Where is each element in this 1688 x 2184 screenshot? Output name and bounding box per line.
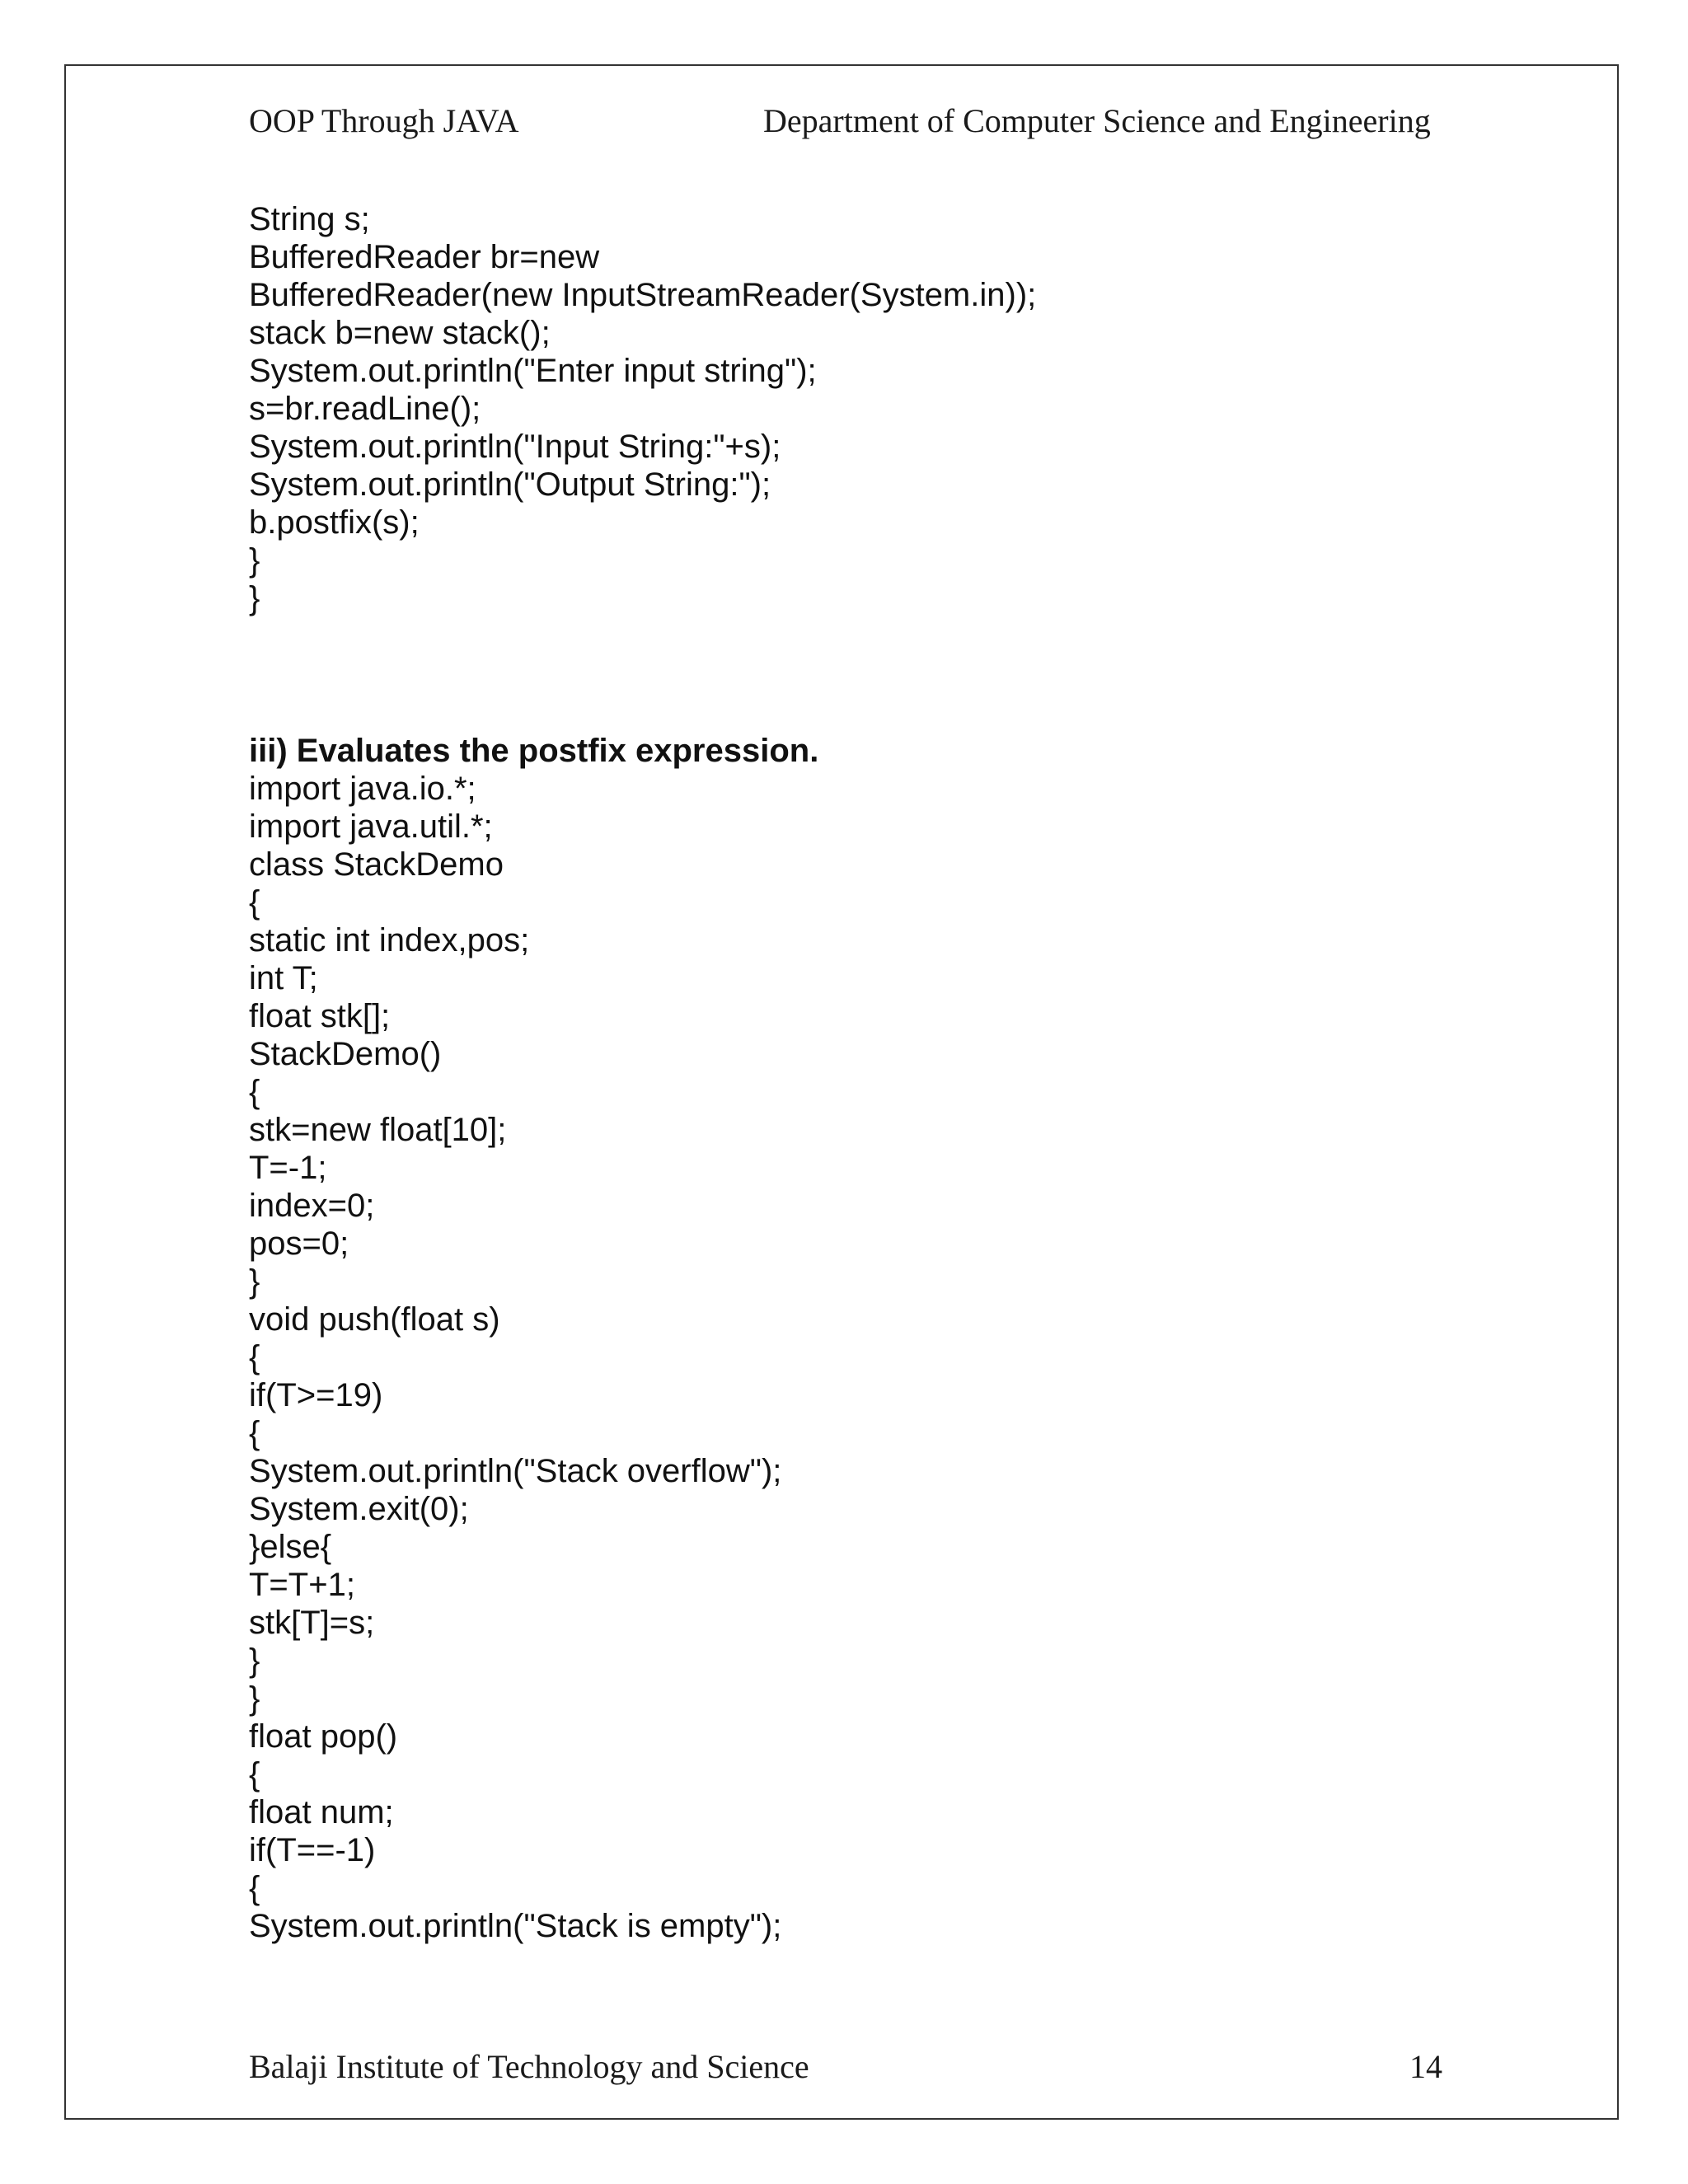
code-line: { bbox=[249, 1870, 260, 1906]
code-line: static int index,pos; bbox=[249, 922, 530, 958]
code-line: stk[T]=s; bbox=[249, 1605, 375, 1641]
code-line: if(T>=19) bbox=[249, 1377, 383, 1413]
code-line: } bbox=[249, 1643, 260, 1679]
code-line: import java.io.*; bbox=[249, 771, 476, 807]
code-line: float num; bbox=[249, 1794, 394, 1830]
code-line: float pop() bbox=[249, 1718, 398, 1755]
code-line: } bbox=[249, 1680, 260, 1717]
code-line: pos=0; bbox=[249, 1226, 349, 1262]
code-line: System.out.println("Input String:"+s); bbox=[249, 429, 781, 465]
code-line: System.out.println("Enter input string"); bbox=[249, 353, 817, 389]
code-line: s=br.readLine(); bbox=[249, 391, 481, 427]
code-line: }else{ bbox=[249, 1529, 332, 1565]
code-line: { bbox=[249, 1339, 260, 1376]
code-line: void push(float s) bbox=[249, 1301, 500, 1338]
code-line: T=T+1; bbox=[249, 1567, 355, 1603]
page-number: 14 bbox=[1409, 2048, 1442, 2085]
code-line: class StackDemo bbox=[249, 846, 504, 883]
header-department: Department of Computer Science and Engineering bbox=[763, 102, 1431, 139]
code-line: { bbox=[249, 1415, 260, 1451]
code-line: { bbox=[249, 884, 260, 921]
code-line: T=-1; bbox=[249, 1150, 327, 1186]
code-line: } bbox=[249, 542, 260, 579]
code-line: System.out.println("Output String:"); bbox=[249, 466, 771, 503]
code-line: String s; bbox=[249, 201, 370, 237]
code-line: System.out.println("Stack overflow"); bbox=[249, 1453, 782, 1489]
code-line: } bbox=[249, 1263, 260, 1300]
footer-institute: Balaji Institute of Technology and Science bbox=[249, 2048, 809, 2085]
code-line: System.out.println("Stack is empty"); bbox=[249, 1908, 782, 1944]
code-line: int T; bbox=[249, 960, 318, 996]
code-line: StackDemo() bbox=[249, 1036, 442, 1072]
code-line: System.exit(0); bbox=[249, 1491, 469, 1527]
code-line: stack b=new stack(); bbox=[249, 315, 551, 351]
header-course-title: OOP Through JAVA bbox=[249, 102, 519, 139]
code-block-2 bbox=[249, 732, 818, 1945]
code-line: if(T==-1) bbox=[249, 1832, 376, 1868]
code-line: float stk[]; bbox=[249, 998, 391, 1034]
code-line: BufferedReader br=new bbox=[249, 239, 600, 275]
code-block-1 bbox=[249, 200, 1036, 617]
code-line: import java.util.*; bbox=[249, 808, 493, 845]
code-line: b.postfix(s); bbox=[249, 504, 420, 541]
code-line: BufferedReader(new InputStreamReader(System.in)); bbox=[249, 277, 1037, 313]
code-line: index=0; bbox=[249, 1188, 375, 1224]
code-line: stk=new float[10]; bbox=[249, 1112, 507, 1148]
section-heading: iii) Evaluates the postfix expression. bbox=[249, 733, 819, 769]
code-line: } bbox=[249, 580, 260, 616]
code-line: { bbox=[249, 1756, 260, 1793]
code-line: { bbox=[249, 1074, 260, 1110]
